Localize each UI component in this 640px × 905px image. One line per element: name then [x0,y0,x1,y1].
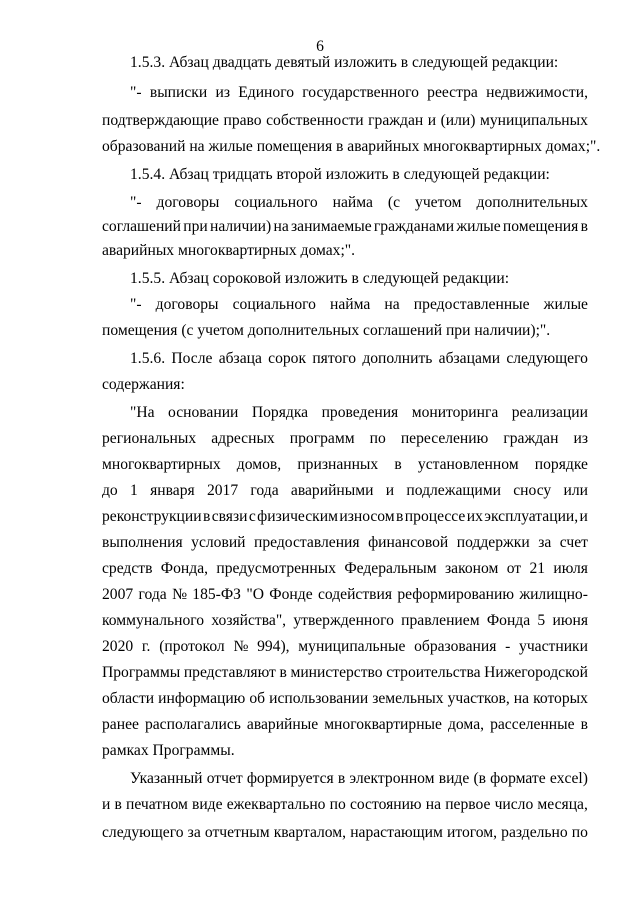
text-line: образований на жилые помещения в аварийных многоквартирных домах;". [102,138,601,155]
text-line: "На основании Порядка проведения мониторинга реализации [130,404,588,421]
text-line: 2020 г. (протокол № 994), муниципальные образования - участники [102,638,588,655]
text-line: Указанный отчет формируется в электронном виде (в формате excel) [130,770,588,787]
text-line: выполнения условий предоставления финансовой поддержки за счет [102,534,588,551]
text-line: следующего за отчетным кварталом, нарастающим итогом, раздельно по [102,824,588,841]
page-number: 6 [316,38,324,55]
text-line: многоквартирных домов, признанных в установленном порядке [102,456,588,473]
text-line: "- договоры социального найма на предоставленные жилые [130,296,588,313]
text-line: 2007 года № 185-ФЗ "О Фонде содействия реформированию жилищно- [102,586,588,603]
text-line: подтверждающие право собственности граждан и (или) муниципальных [102,112,588,129]
text-line: региональных адресных программ по переселению граждан из [102,430,588,447]
text-line: реконструкции в связи с физическим износом в процессе их эксплуатации, и [102,508,588,525]
text-line: "- договоры социального найма (с учетом дополнительных [130,194,588,211]
text-line: содержания: [102,376,185,393]
text-line: средств Фонда, предусмотренных Федеральным законом от 21 июля [102,560,588,577]
text-line: Программы представляют в министерство строительства Нижегородской [102,664,588,681]
text-line: 1.5.6. После абзаца сорок пятого дополнить абзацами следующего [130,350,588,367]
text-line: коммунального хозяйства", утвержденного правлением Фонда 5 июня [102,612,588,629]
text-line: соглашений при наличии) на занимаемые гражданами жилые помещения в [102,218,588,235]
text-line: "- выписки из Единого государственного реестра недвижимости, [130,84,588,101]
text-line: аварийных многоквартирных домах;". [102,242,356,259]
text-line: 1.5.3. Абзац двадцать девятый изложить в следующей редакции: [130,54,559,71]
text-line: 1.5.5. Абзац сороковой изложить в следующей редакции: [130,270,510,287]
text-line: области информацию об использовании земельных участков, на которых [102,690,588,707]
text-line: до 1 января 2017 года аварийными и подлежащими сносу или [102,482,588,499]
text-line: ранее располагались аварийные многоквартирные дома, расселенные в [102,716,588,733]
text-line: и в печатном виде ежеквартально по состоянию на первое число месяца, [102,796,588,813]
text-line: 1.5.4. Абзац тридцать второй изложить в следующей редакции: [130,166,550,183]
text-line: помещения (с учетом дополнительных соглашений при наличии);". [102,322,551,339]
text-line: рамках Программы. [102,742,235,759]
